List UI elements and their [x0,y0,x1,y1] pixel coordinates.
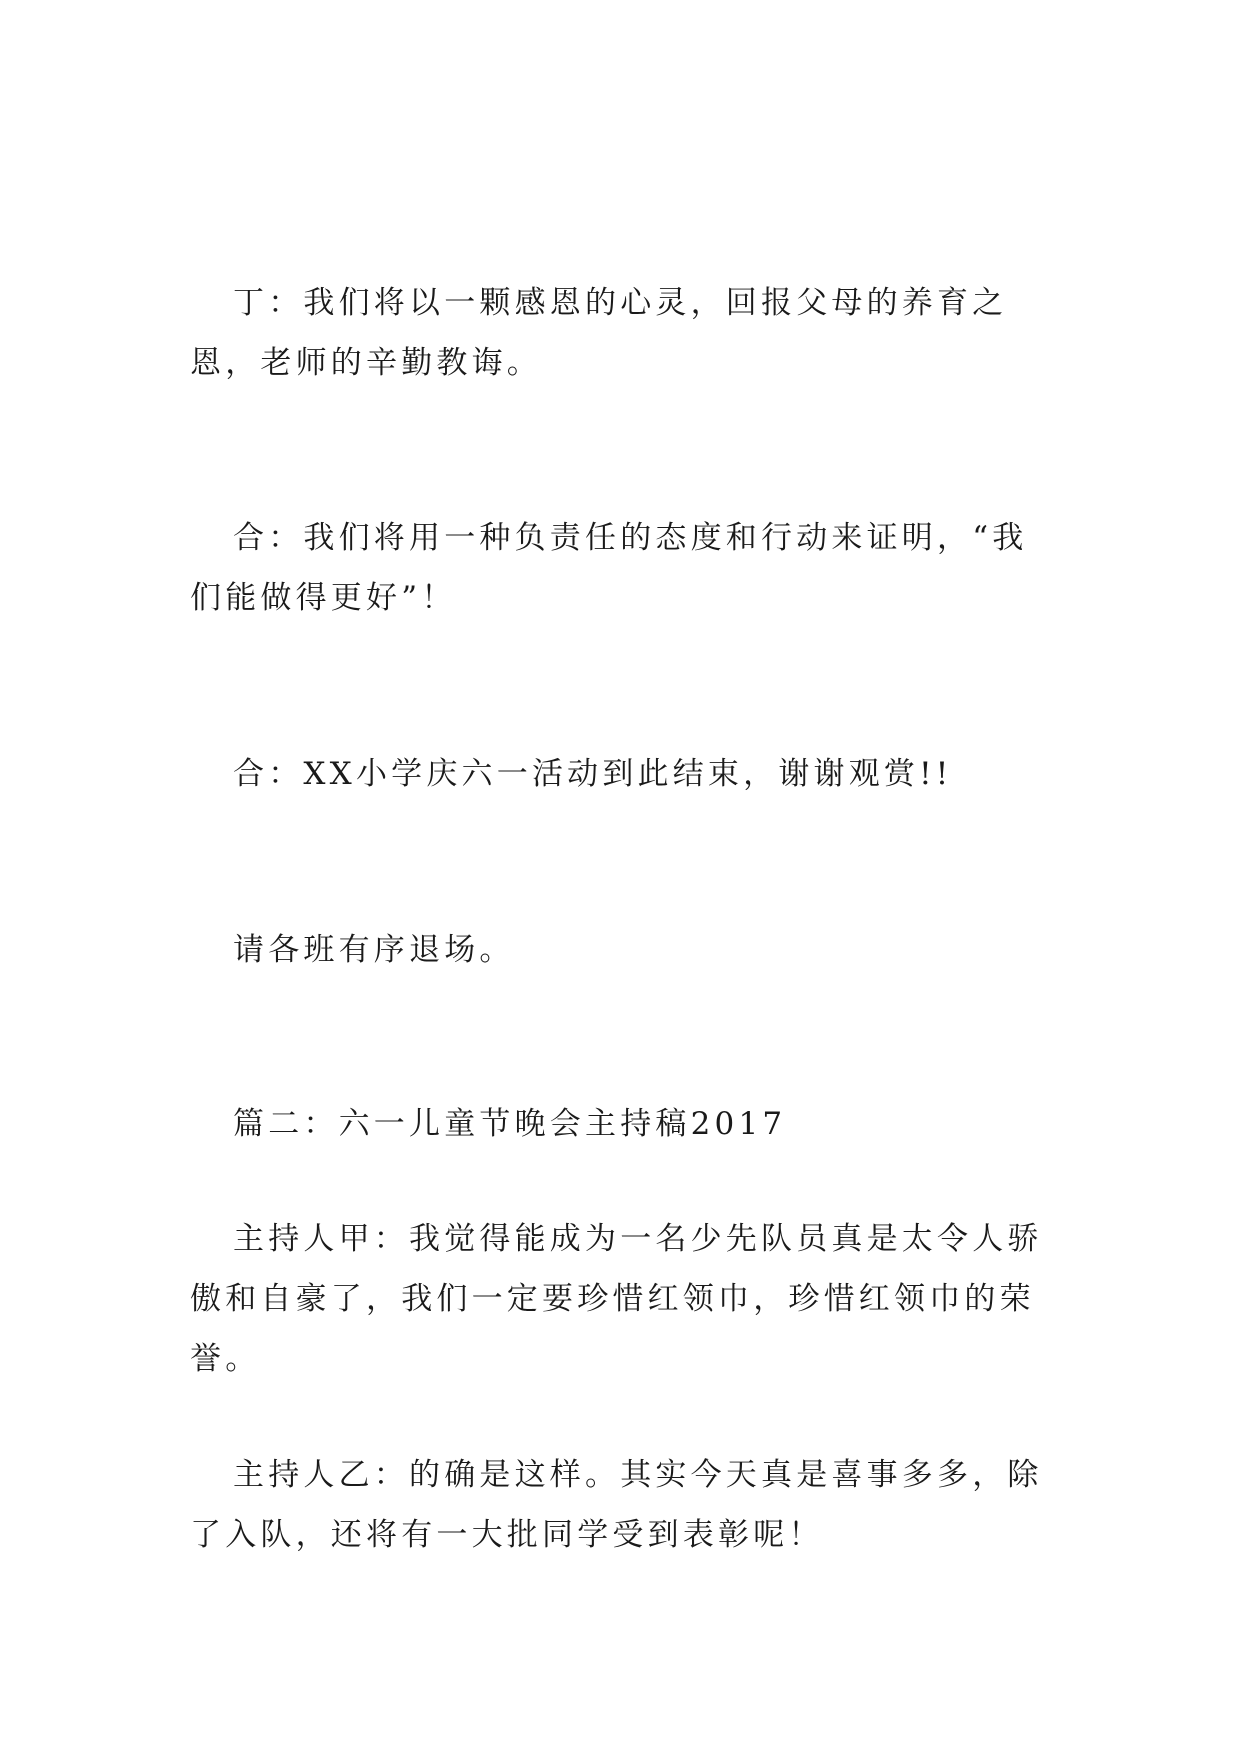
paragraph-host-a: 主持人甲：我觉得能成为一名少先队员真是太令人骄傲和自豪了，我们一定要珍惜红领巾，珍惜红领巾的荣誉。 [190,1221,1043,1377]
paragraph-exit-notice: 请各班有序退场。 [233,932,515,968]
paragraph-all-pledge: 合：我们将用一种负责任的态度和行动来证明，“我们能做得更好”！ [190,520,1028,616]
paragraph-host-b: 主持人乙：的确是这样。其实今天真是喜事多多，除了入队，还将有一大批同学受到表彰呢！ [190,1457,1043,1553]
paragraph-all-ending: 合：XX小学庆六一活动到此结束，谢谢观赏!! [233,756,953,792]
paragraph-ding-closing: 丁：我们将以一颗感恩的心灵，回报父母的养育之恩，老师的辛勤教诲。 [190,285,1008,381]
section-heading: 篇二：六一儿童节晚会主持稿2017 [233,1106,787,1142]
